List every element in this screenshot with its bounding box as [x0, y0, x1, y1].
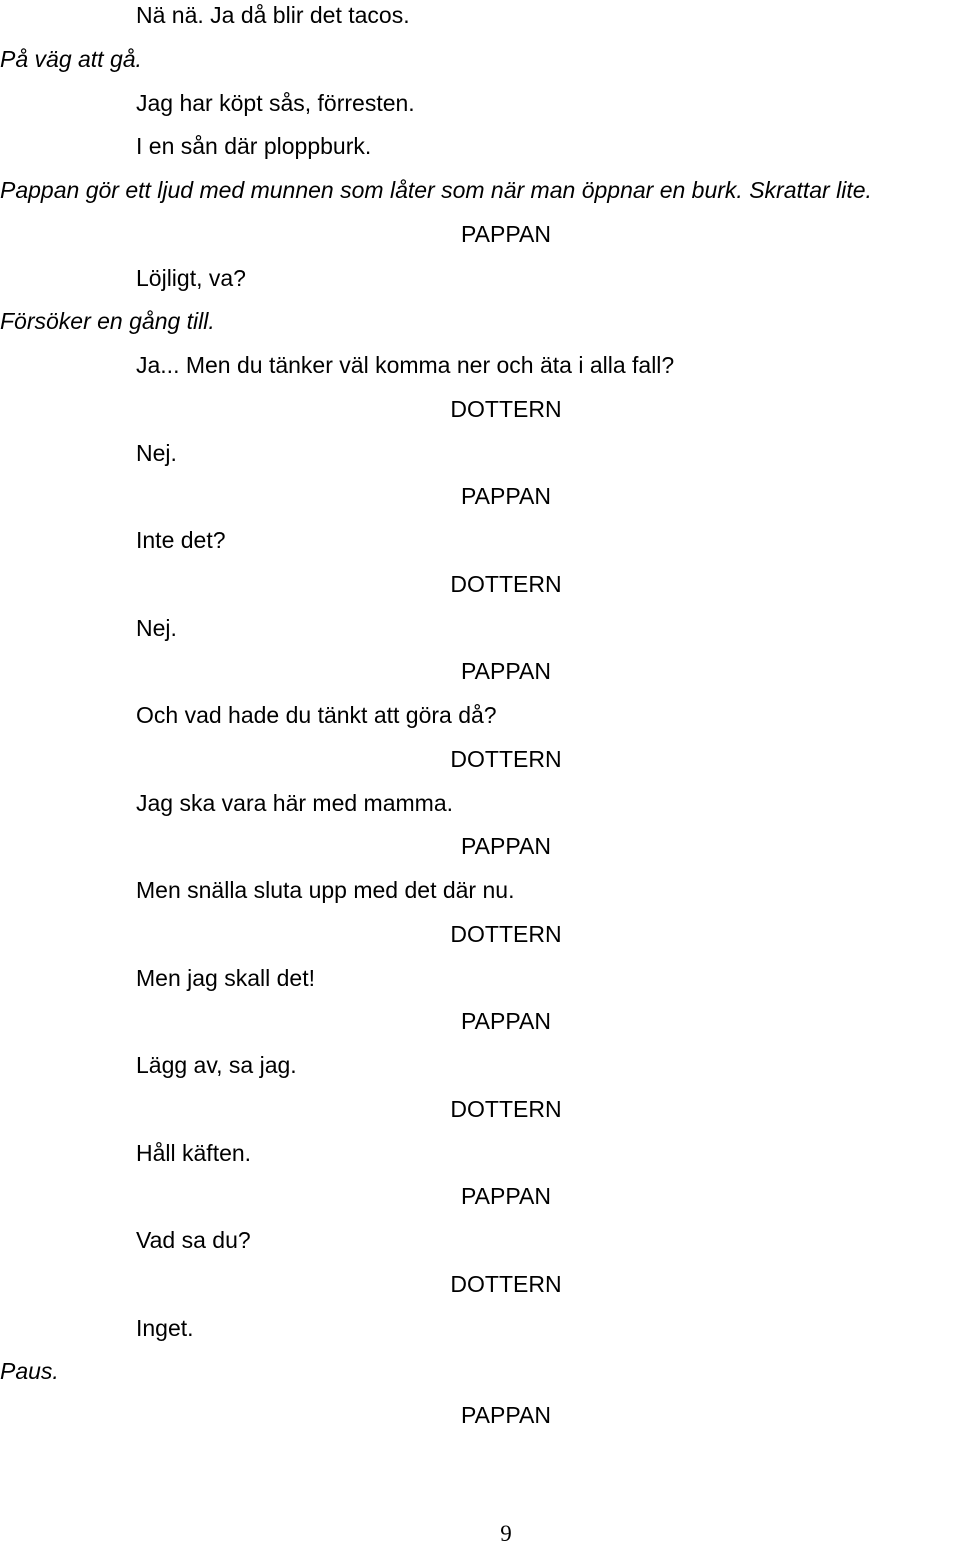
stage-direction: Pappan gör ett ljud med munnen som låter som när man öppnar en burk. Skrattar lite.: [0, 177, 872, 203]
character-name: DOTTERN: [450, 1095, 562, 1122]
character-name: DOTTERN: [450, 1270, 562, 1297]
stage-direction: På väg att gå.: [0, 45, 142, 72]
character-name: DOTTERN: [450, 570, 562, 597]
dialogue-line: Håll käften.: [136, 1139, 252, 1166]
character-name: PAPPAN: [461, 483, 551, 510]
character-name: PAPPAN: [461, 658, 551, 685]
dialogue-line: Nej.: [136, 614, 177, 641]
stage-direction: Försöker en gång till.: [0, 308, 215, 335]
character-name: PAPPAN: [461, 833, 551, 860]
dialogue-line: Vad sa du?: [136, 1227, 251, 1253]
character-name: DOTTERN: [450, 395, 562, 422]
dialogue-line: Men jag skall det!: [136, 964, 315, 991]
character-name: PAPPAN: [461, 1402, 551, 1428]
character-name: DOTTERN: [450, 920, 562, 947]
dialogue-line: Nä nä. Ja då blir det tacos.: [136, 2, 410, 28]
page-number: 9: [500, 1521, 512, 1546]
dialogue-line: Inte det?: [136, 527, 226, 553]
dialogue-line: Lägg av, sa jag.: [136, 1052, 297, 1078]
dialogue-line: Och vad hade du tänkt att göra då?: [136, 702, 497, 728]
dialogue-line: Inget.: [136, 1314, 194, 1341]
stage-direction: Paus.: [0, 1358, 59, 1385]
dialogue-line: Jag ska vara här med mamma.: [136, 789, 454, 816]
dialogue-line: Löjligt, va?: [136, 264, 246, 291]
character-name: PAPPAN: [461, 220, 551, 247]
dialogue-line: Nej.: [136, 439, 177, 466]
dialogue-line: Ja... Men du tänker väl komma ner och äta i alla fall?: [136, 352, 675, 378]
dialogue-line: Men snälla sluta upp med det där nu.: [136, 877, 515, 903]
dialogue-line: Jag har köpt sås, förresten.: [136, 89, 415, 116]
dialogue-line: I en sån där ploppburk.: [136, 133, 372, 160]
character-name: DOTTERN: [450, 745, 562, 772]
character-name: PAPPAN: [461, 1008, 551, 1035]
character-name: PAPPAN: [461, 1183, 551, 1210]
